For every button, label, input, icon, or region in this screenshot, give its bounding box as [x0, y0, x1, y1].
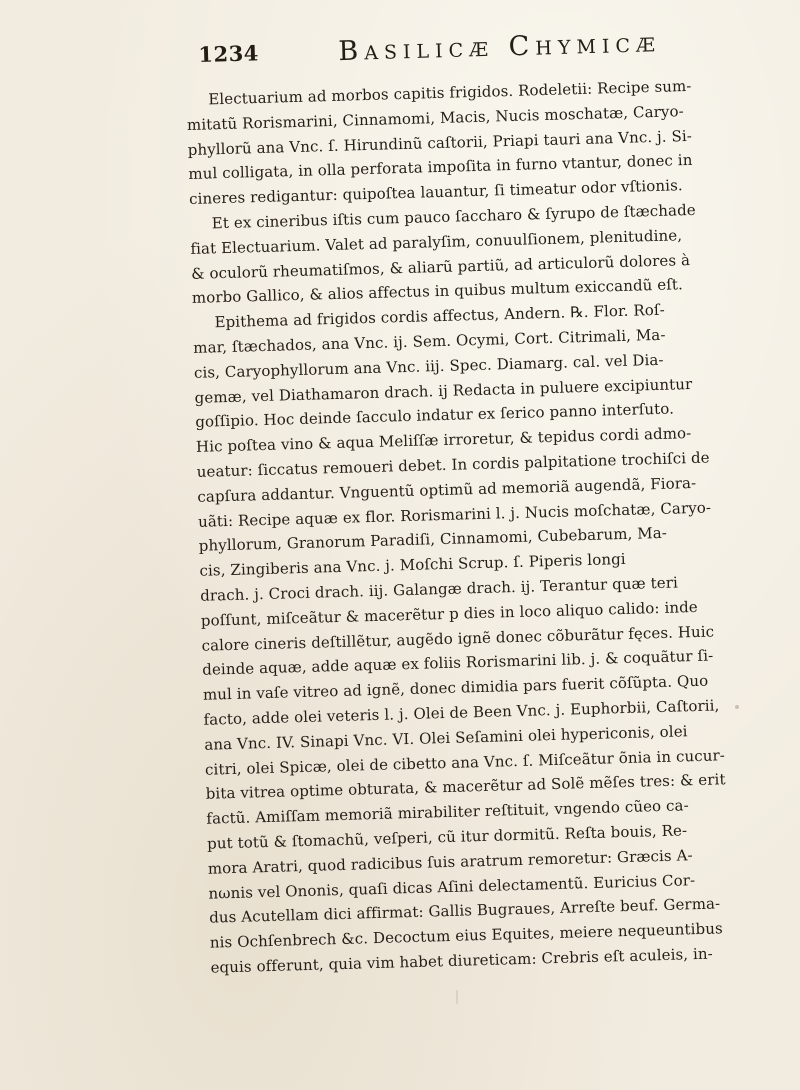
text-line: dus Acutellam dici affirmat: Gallis Bugraues, Arreſte beuf. Germa-	[208, 894, 721, 927]
text-line: bita vitrea optime obturata, & macerẽtur ad Solẽ mẽſes tres: & erit	[205, 770, 726, 804]
text-line: uãti: Recipe aquæ ex flor. Rorismarini l. j. Nucis moſchatæ, Caryo-	[197, 498, 712, 531]
text-line: Hic poſtea vino & aqua Meliſſæ irroretur, & tepidus cordi admo-	[195, 424, 692, 457]
text-line: drach. j. Croci drach. iij. Galangæ drach. ij. Terantur quæ teri	[199, 573, 679, 605]
text-line: citri, olei Spicæ, olei de cibetto ana Vnc. ſ. Miſceãtur õnia in cucur-	[204, 745, 726, 779]
text-line: ueatur: ſiccatus remoueri debet. In cordis palpitatione trochiſci de	[196, 448, 710, 481]
text-line: & oculorũ rheumatiſmos, & aliarũ partiũ, ad articulorũ dolores à	[190, 250, 691, 283]
text-line: phyllorũ ana Vnc. ſ. Hirundinũ caſtorii, Priapi tauri ana Vnc. j. Si-	[187, 126, 693, 159]
paper-speck	[735, 705, 739, 709]
text-line: mora Aratri, quod radicibus ſuis aratrum remoretur: Græcis A-	[207, 845, 693, 878]
text-line: put totũ & ſtomachũ, veſperi, cũ itur dormitũ. Reſta bouis, Re-	[206, 821, 688, 853]
page-number: 1234	[198, 40, 260, 67]
text-line: Et ex cineribus iſtis cum pauco ſaccharo & ſyrupo de ſtæchade	[211, 200, 696, 233]
text-line: poſſunt, miſceãtur & macerẽtur p dies in loco aliquo calido: inde	[200, 597, 699, 630]
page-header	[198, 25, 719, 80]
text-line: mitatũ Rorismarini, Cinnamomi, Macis, Nucis moschatæ, Caryo-	[186, 101, 684, 134]
text-line: Electuarium ad morbos capitis frigidos. Rodeletii: Recipe sum-	[208, 76, 692, 109]
text-line: morbo Gallico, & alios affectus in quibus multum exiccandũ eſt.	[191, 275, 684, 308]
text-line: factũ. Amiſſam memoriã mirabiliter reſtituit, vngendo cũeo ca-	[206, 796, 689, 828]
text-line: mar, ſtæchados, ana Vnc. ij. Sem. Ocymi, Cort. Citrimali, Ma-	[193, 325, 666, 357]
paper-speck	[456, 990, 458, 1004]
text-line: capſura addantur. Vnguentũ optimũ ad memoriã augendã, Fiora-	[197, 473, 697, 506]
body-text	[186, 73, 751, 980]
text-line: calore cineris deſtillẽtur, augẽdo ignẽ donec cõburãtur fęces. Huic	[201, 621, 715, 655]
text-line: phyllorum, Granorum Paradiſi, Cinnamomi, Cubebarum, Ma-	[198, 524, 668, 556]
text-line: facto, adde olei veteris l. j. Olei de Been Vnc. j. Euphorbii, Caſtorii,	[203, 696, 720, 729]
text-line: nωnis vel Ononis, quaſi dicas Aſini delectamentũ. Euricius Cor-	[208, 870, 696, 903]
text-line: equis offerunt, quia vim habet diureticam: Crebris eſt aculeis, in-	[210, 944, 714, 977]
text-line: ana Vnc. IV. Sinapi Vnc. VI. Olei Seſamini olei hypericonis, olei	[204, 721, 688, 754]
text-line: gemæ, vel Diathamaron drach. ij Redacta in puluere excipiuntur	[194, 374, 693, 407]
text-line: mul in vaſe vitreo ad ignẽ, donec dimidia pars fuerit cõſũpta. Quo	[202, 671, 709, 704]
text-line: fiat Electuarium. Valet ad paralyſim, conuulſionem, plenitudine,	[190, 225, 683, 258]
running-title: Basilicæ Chymicæ	[337, 27, 662, 68]
text-line: mul colligata, in olla perforata impoſita in furno vtantur, donec in	[188, 151, 693, 184]
text-line: deinde aquæ, adde aquæ ex foliis Rorismarini lib. j. & coquãtur ſi-	[202, 646, 714, 680]
text-line: nis Ochſenbrech &c. Decoctum eius Equites, meiere nequeuntibus	[209, 919, 724, 952]
text-line: cineres redigantur: quipoſtea lauantur, ſi timeatur odor vſtionis.	[188, 176, 683, 209]
text-line: Epithema ad frigidos cordis affectus, Andern. ℞. Flor. Roſ-	[214, 300, 665, 332]
text-line: cis, Zingiberis ana Vnc. j. Moſchi Scrup. ſ. Piperis longi	[199, 550, 626, 580]
text-line: cis, Caryophyllorum ana Vnc. iij. Spec. Diamarg. cal. vel Dia-	[193, 350, 664, 382]
text-line: goſſipio. Hoc deinde ſacculo indatur ex ſerico panno interſuto.	[195, 399, 675, 432]
